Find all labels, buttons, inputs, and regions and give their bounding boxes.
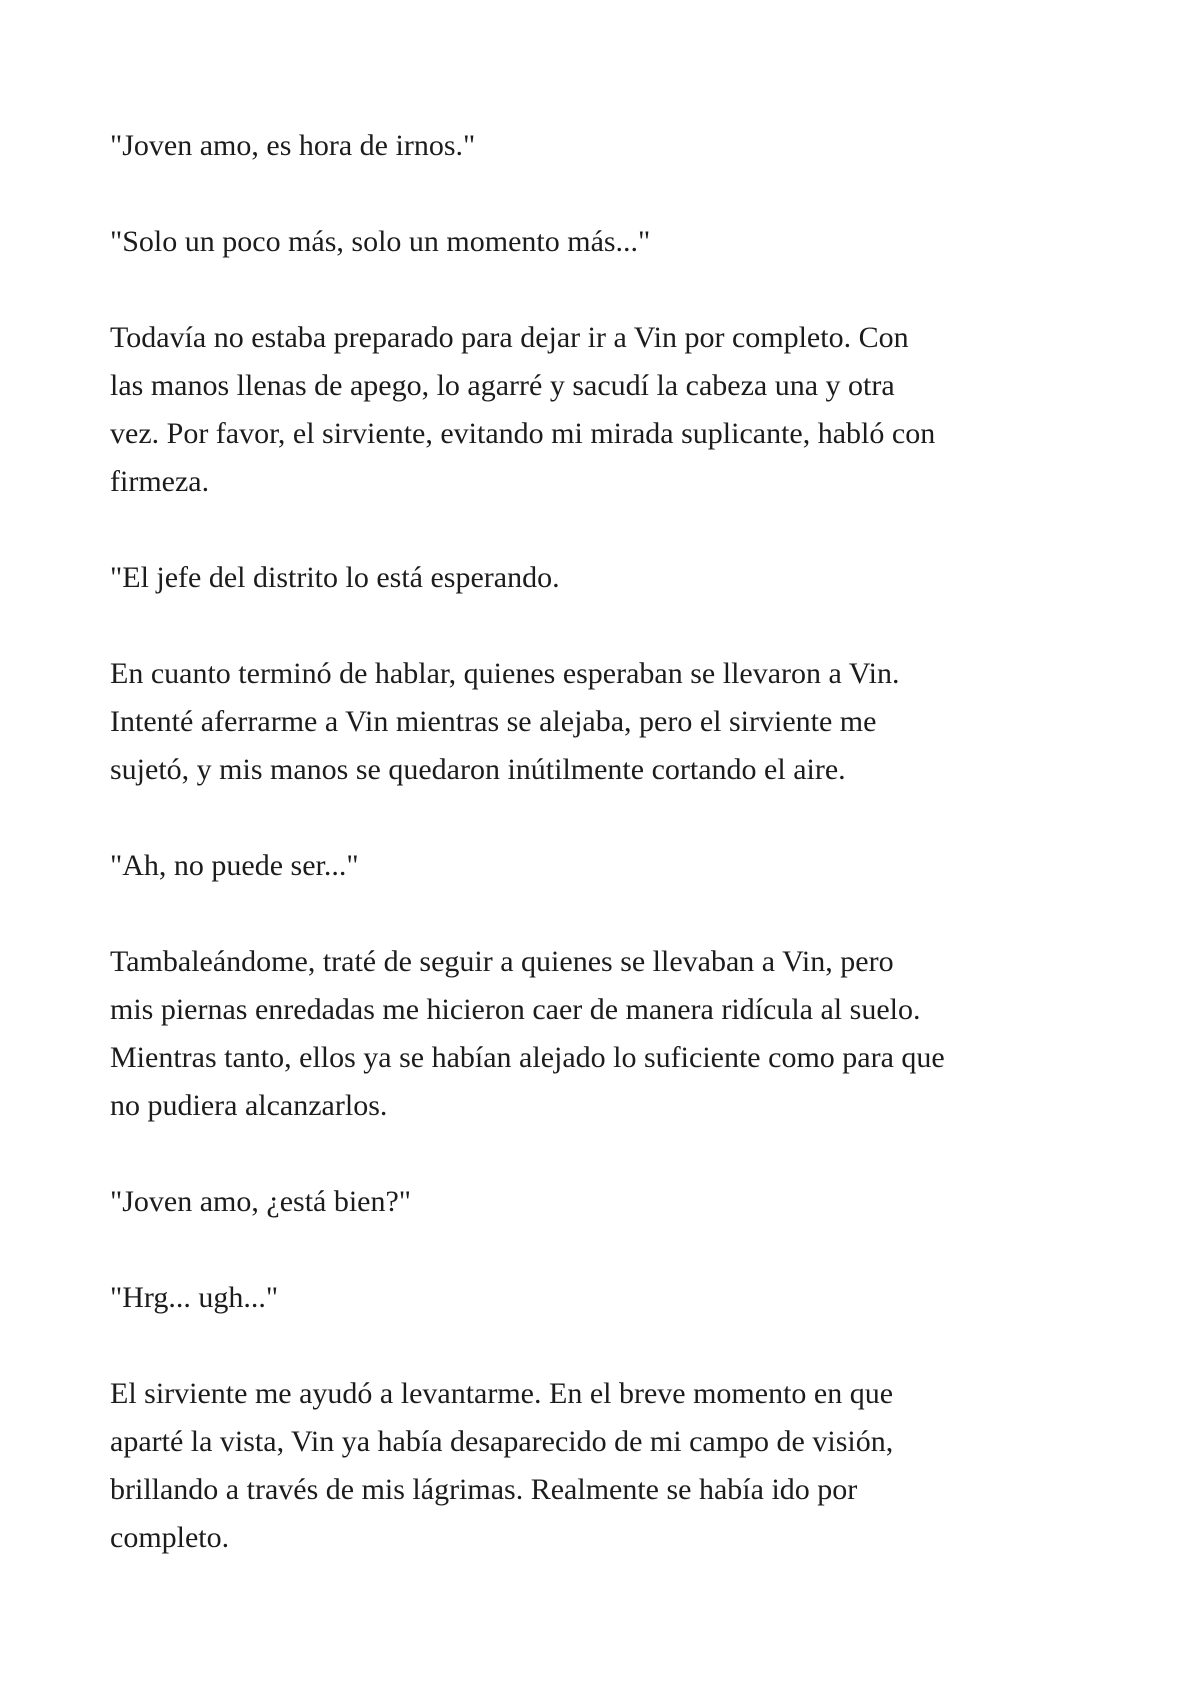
text-line: Tambaleándome, traté de seguir a quienes se llevaban a Vin, pero xyxy=(110,945,894,978)
text-line: firmeza. xyxy=(110,465,210,498)
text-line: brillando a través de mis lágrimas. Realmente se había ido por xyxy=(110,1473,858,1506)
paragraph-dialogue xyxy=(110,842,1095,890)
paragraph-dialogue xyxy=(110,1274,1095,1322)
text-line: El sirviente me ayudó a levantarme. En el breve momento en que xyxy=(110,1377,894,1410)
text-line: aparté la vista, Vin ya había desaparecido de mi campo de visión, xyxy=(110,1425,894,1458)
text-line: las manos llenas de apego, lo agarré y sacudí la cabeza una y otra xyxy=(110,369,895,402)
text-line: "Hrg... ugh..." xyxy=(110,1281,279,1314)
paragraph-dialogue xyxy=(110,554,1095,602)
text-line: "Solo un poco más, solo un momento más..." xyxy=(110,225,651,258)
text-line: Todavía no estaba preparado para dejar ir a Vin por completo. Con xyxy=(110,321,909,354)
text-line: "Joven amo, ¿está bien?" xyxy=(110,1185,412,1218)
text-line: mis piernas enredadas me hicieron caer de manera ridícula al suelo. xyxy=(110,993,921,1026)
text-line: vez. Por favor, el sirviente, evitando mi mirada suplicante, habló con xyxy=(110,417,936,450)
text-line: completo. xyxy=(110,1521,230,1554)
paragraph-narration xyxy=(110,938,1095,1130)
paragraph-dialogue xyxy=(110,218,1095,266)
paragraph-narration xyxy=(110,1370,1095,1562)
text-line: sujetó, y mis manos se quedaron inútilmente cortando el aire. xyxy=(110,753,846,786)
text-line: Mientras tanto, ellos ya se habían alejado lo suficiente como para que xyxy=(110,1041,945,1074)
text-line: En cuanto terminó de hablar, quienes esperaban se llevaron a Vin. xyxy=(110,657,900,690)
paragraph-dialogue xyxy=(110,122,1095,170)
text-line: "Joven amo, es hora de irnos." xyxy=(110,129,476,162)
paragraph-dialogue xyxy=(110,1178,1095,1226)
text-line: Intenté aferrarme a Vin mientras se alejaba, pero el sirviente me xyxy=(110,705,877,738)
paragraph-narration xyxy=(110,314,1095,506)
text-line: no pudiera alcanzarlos. xyxy=(110,1089,388,1122)
text-line: "El jefe del distrito lo está esperando. xyxy=(110,561,560,594)
text-line: "Ah, no puede ser..." xyxy=(110,849,359,882)
paragraph-narration xyxy=(110,650,1095,794)
